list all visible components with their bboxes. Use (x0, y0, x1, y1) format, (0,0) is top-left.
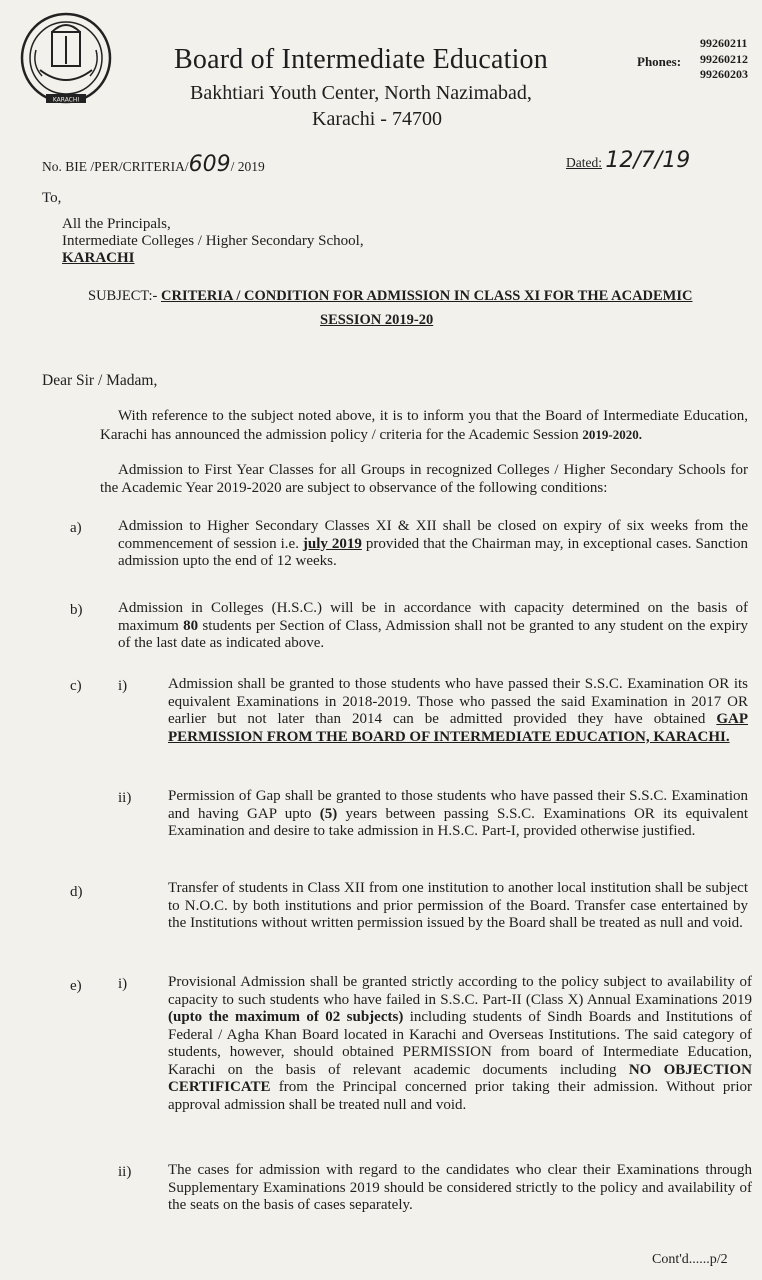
condition-e-i (168, 974, 752, 1114)
date-handwritten: 12/7/19 (605, 148, 691, 173)
subject-text: CRITERIA / CONDITION FOR ADMISSION IN CLASS XI FOR THE ACADEMIC (161, 288, 693, 304)
sub-item-marker: i) (118, 976, 128, 992)
item-marker: d) (70, 884, 83, 900)
condition-text: including students of Sindh Boards and Institutions of Federal / Agha Khan Board located in Karachi and Overseas Institutions. The said category of students, however, should obtained PERMISSION from board of Intermediate Education, Karachi on the basis of relevant academic documents including (168, 1009, 752, 1078)
salutation: Dear Sir / Madam, (42, 372, 158, 389)
condition-a (118, 518, 748, 571)
paragraph-intro (100, 408, 748, 444)
phone-number: 99260211 (700, 36, 748, 50)
phones-label: Phones: (637, 54, 682, 69)
recipient-line: Intermediate Colleges / Higher Secondary School, (62, 233, 364, 249)
phone-number: 99260212 (700, 52, 748, 66)
condition-emphasis: (upto the maximum of 02 subjects) (168, 1009, 404, 1025)
condition-c-i (168, 676, 748, 746)
condition-text: years between passing S.S.C. Examinations OR its equivalent Examination and desire to take admission in H.S.C. Part-I, provided otherwise justified. (168, 805, 749, 839)
ref-number-handwritten: 609 (188, 152, 231, 177)
paragraph-text: With reference to the subject noted above, it is to inform you that the Board of Intermediate Education, Karachi has announced the admission policy / criteria for the Academic Session (100, 408, 748, 443)
sub-item-marker: ii) (118, 1164, 132, 1180)
recipient-city: KARACHI (62, 250, 135, 266)
subject-text-line-2: SESSION 2019-20 (320, 312, 434, 328)
dated-label: Dated: (566, 155, 602, 170)
academic-session: 2019-2020. (582, 426, 642, 442)
item-marker: e) (70, 978, 82, 994)
condition-e-ii: The cases for admission with regard to the candidates who clear their Examinations through Supplementary Examinations 2019 should be considered strictly to the policy and availability of the seats on the basis of cases separately. (168, 1162, 752, 1213)
ref-prefix: No. BIE /PER/CRITERIA/ (42, 159, 189, 174)
condition-text: Admission in Colleges (H.S.C.) will be in accordance with capacity determined on the basis of maximum (118, 600, 748, 634)
condition-text: provided that the Chairman may, in exceptional cases. Sanction admission upto the end of 12 weeks. (118, 535, 748, 569)
condition-b (118, 600, 748, 653)
condition-text: Admission shall be granted to those students who have passed their S.S.C. Examination OR its equivalent Examinations in 2018-2019. Those who passed the said Examination in 2017 OR earlier but not later than 2014 can be admitted provided they have obtained (168, 676, 748, 727)
sub-item-marker: ii) (118, 790, 132, 806)
condition-c-ii (168, 788, 748, 841)
condition-text: students per Section of Class, Admission shall not be granted to any student on the expiry of the last date as indicated above. (118, 617, 748, 651)
item-marker: a) (70, 520, 82, 536)
reference-number (42, 152, 265, 177)
recipient-line: All the Principals, (62, 216, 171, 232)
logo-text: KARACHI (52, 96, 80, 104)
item-marker: b) (70, 602, 83, 618)
condition-text: Provisional Admission shall be granted strictly according to the policy subject to availability of capacity to such students who have failed in S.S.C. Part-II (Class X) Annual Examinations 2019 (168, 974, 752, 1008)
subject-label: SUBJECT:- (88, 288, 158, 304)
address-line-2: Karachi - 74700 (312, 108, 442, 130)
paragraph-conditions-intro: Admission to First Year Classes for all Groups in recognized Colleges / Higher Secondary Schools for the Academic Year 2019-2020 are subject to observance of the following conditions: (100, 462, 748, 496)
phone-number: 99260203 (700, 67, 748, 81)
condition-emphasis: GAP PERMISSION FROM THE BOARD OF INTERMEDIATE EDUCATION, KARACHI. (168, 711, 748, 745)
condition-emphasis: 80 (183, 617, 199, 634)
date-block (566, 148, 690, 173)
condition-text: Permission of Gap shall be granted to those students who have passed their S.S.C. Examination and having GAP upto (168, 788, 748, 822)
address-line-1: Bakhtiari Youth Center, North Nazimabad, (190, 82, 532, 104)
subject-line (88, 288, 693, 305)
condition-d: Transfer of students in Class XII from one institution to another local institution shall be subject to N.O.C. by both institutions and prior permission of the Board. Transfer case entertained by the Institutions without written permission issued by the Board shall be treated as null and void. (168, 880, 748, 931)
ref-suffix: / 2019 (230, 159, 265, 174)
condition-emphasis: (5) (319, 805, 338, 822)
sub-item-marker: i) (118, 678, 128, 694)
condition-emphasis: NO OBJECTION CERTIFICATE (168, 1061, 752, 1095)
board-seal-logo (16, 10, 116, 110)
condition-text: Admission to Higher Secondary Classes XI & XII shall be closed on expiry of six weeks from the commencement of session i.e. (118, 518, 748, 552)
condition-text: from the Principal concerned prior taking their admission. Without prior approval admission shall be treated null and void. (168, 1079, 752, 1113)
recipient-block (62, 216, 364, 267)
item-marker: c) (70, 678, 82, 694)
to-label: To, (42, 190, 62, 206)
board-title: Board of Intermediate Education (174, 44, 548, 75)
continued-note: Cont'd......p/2 (652, 1252, 728, 1267)
condition-emphasis: july 2019 (302, 535, 362, 552)
